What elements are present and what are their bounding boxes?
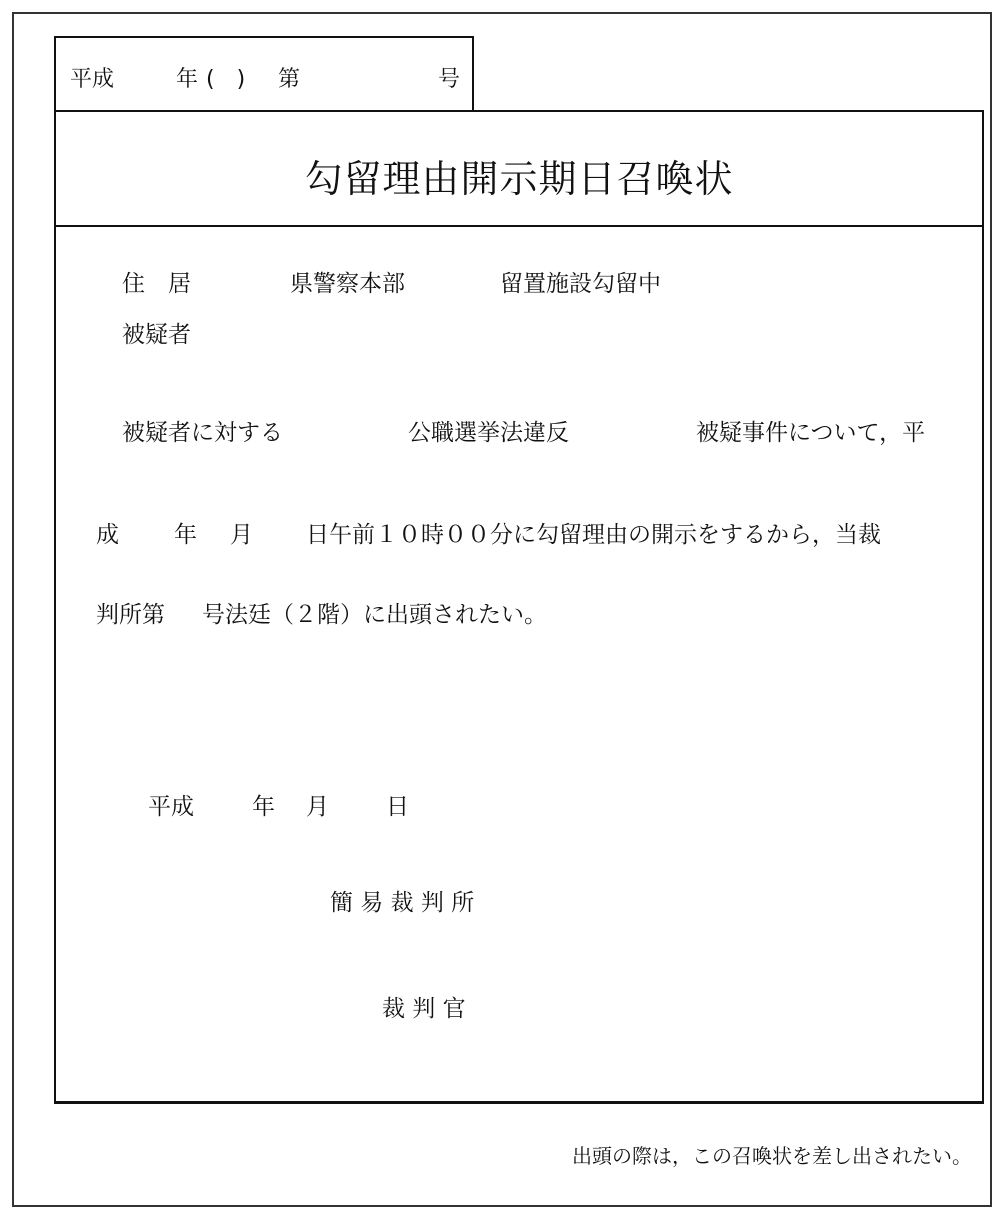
case-go: 号 — [438, 67, 461, 92]
case-dai: 第 — [278, 67, 301, 92]
document-title: 勾留理由開示期日召喚状 — [304, 157, 734, 201]
footer-note: 出頭の際は，この召喚状を差し出されたい。 — [572, 1144, 972, 1168]
body-line2-era: 成 — [96, 522, 119, 548]
suspect-label: 被疑者 — [122, 322, 191, 348]
court-name: 簡 易 裁 判 所 — [330, 890, 475, 916]
date-era: 平成 — [148, 794, 194, 820]
body-line1-c: 被疑事件について，平 — [696, 420, 926, 446]
residence-value-detention: 留置施設勾留中 — [500, 271, 661, 297]
date-month: 月 — [306, 794, 329, 820]
body-line1-a: 被疑者に対する — [122, 420, 283, 446]
judge-title: 裁 判 官 — [382, 996, 466, 1022]
body-line1-offense: 公職選挙法違反 — [408, 420, 569, 446]
body-line3-b: 号法廷（２階）に出頭されたい。 — [202, 602, 547, 628]
title-area — [56, 112, 982, 227]
residence-value-police: 県警察本部 — [290, 271, 405, 297]
case-number-box — [54, 36, 474, 112]
date-year: 年 — [252, 794, 275, 820]
body-line3-a: 判所第 — [96, 602, 165, 628]
date-day: 日 — [386, 794, 409, 820]
case-year: 年 — [176, 67, 199, 92]
body-line2-month: 月 — [230, 522, 253, 548]
residence-label: 住 居 — [122, 271, 191, 297]
case-era: 平成 — [70, 67, 115, 92]
body-line2-rest: 日午前１０時００分に勾留理由の開示をするから，当裁 — [306, 522, 881, 548]
summons-main-box — [54, 110, 984, 1104]
case-bracket: ( ) — [206, 67, 246, 92]
body-line2-year: 年 — [174, 522, 197, 548]
